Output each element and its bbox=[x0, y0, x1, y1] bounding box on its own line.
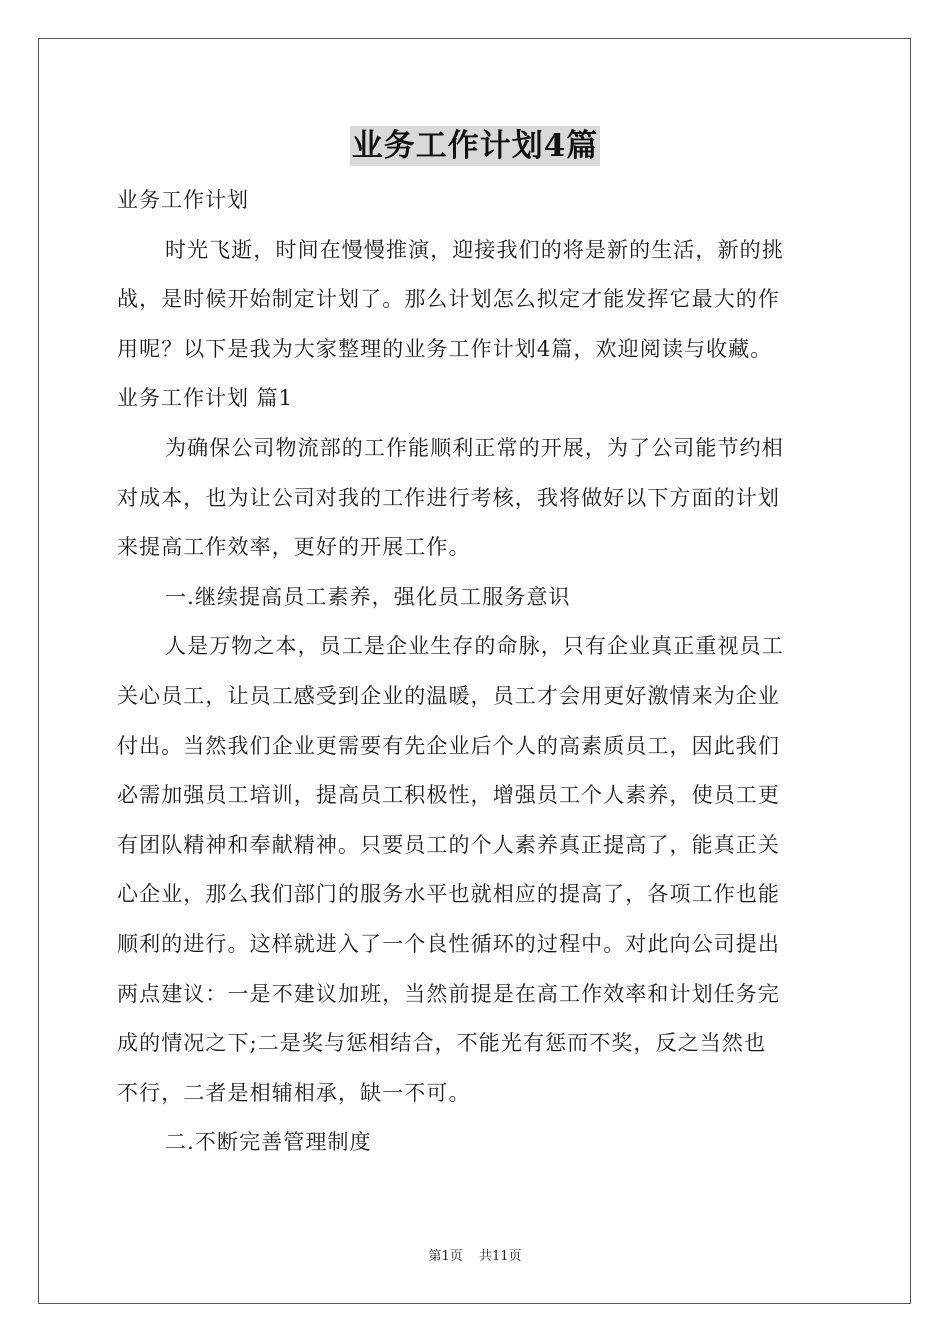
paragraph-line: 用呢？以下是我为大家整理的业务工作计划4篇，欢迎阅读与收藏。 bbox=[117, 336, 773, 361]
document-body bbox=[117, 176, 834, 1168]
paragraph-line: 付出。当然我们企业更需要有先企业后个人的高素质员工，因此我们 bbox=[117, 733, 780, 758]
paragraph-line: 战，是时候开始制定计划了。那么计划怎么拟定才能发挥它最大的作 bbox=[117, 287, 780, 312]
paragraph-line: 顺利的进行。这样就进入了一个良性循环的过程中。对此向公司提出 bbox=[117, 931, 780, 956]
paragraph-line: 来提高工作效率，更好的开展工作。 bbox=[117, 535, 471, 560]
paragraph-line: 时光飞逝，时间在慢慢推演，迎接我们的将是新的生活，新的挑 bbox=[165, 237, 784, 262]
paragraph-line: 为确保公司物流部的工作能顺利正常的开展，为了公司能节约相 bbox=[165, 435, 784, 460]
page-total: 共11页 bbox=[478, 1249, 522, 1264]
document-title: 业务工作计划4篇 bbox=[351, 128, 599, 164]
page-footer bbox=[0, 1248, 950, 1266]
page-number: 第1页 bbox=[428, 1249, 463, 1264]
title-wrap bbox=[0, 126, 950, 166]
paragraph-line: 人是万物之本，员工是企业生存的命脉，只有企业真正重视员工 bbox=[165, 634, 784, 659]
paragraph-line: 心企业，那么我们部门的服务水平也就相应的提高了，各项工作也能 bbox=[117, 882, 780, 907]
paragraph-line: 两点建议：一是不建议加班，当然前提是在高工作效率和计划任务完 bbox=[117, 981, 780, 1006]
paragraph-line: 有团队精神和奉献精神。只要员工的个人素养真正提高了，能真正关 bbox=[117, 832, 780, 857]
subsection-heading: 一.继续提高员工素养，强化员工服务意识 bbox=[165, 584, 571, 609]
paragraph-line: 必需加强员工培训，提高员工积极性，增强员工个人素养，使员工更 bbox=[117, 783, 780, 808]
section-heading: 业务工作计划 篇1 bbox=[117, 386, 294, 411]
paragraph-line: 对成本，也为让公司对我的工作进行考核，我将做好以下方面的计划 bbox=[117, 485, 780, 510]
paragraph-line: 成的情况之下;二是奖与惩相结合，不能光有惩而不奖，反之当然也 bbox=[117, 1031, 767, 1056]
paragraph-line: 关心员工，让员工感受到企业的温暖，员工才会用更好激情来为企业 bbox=[117, 683, 780, 708]
section-heading: 业务工作计划 bbox=[117, 188, 249, 212]
subsection-heading: 二.不断完善管理制度 bbox=[165, 1130, 372, 1155]
paragraph-line: 不行，二者是相辅相承，缺一不可。 bbox=[117, 1080, 471, 1105]
